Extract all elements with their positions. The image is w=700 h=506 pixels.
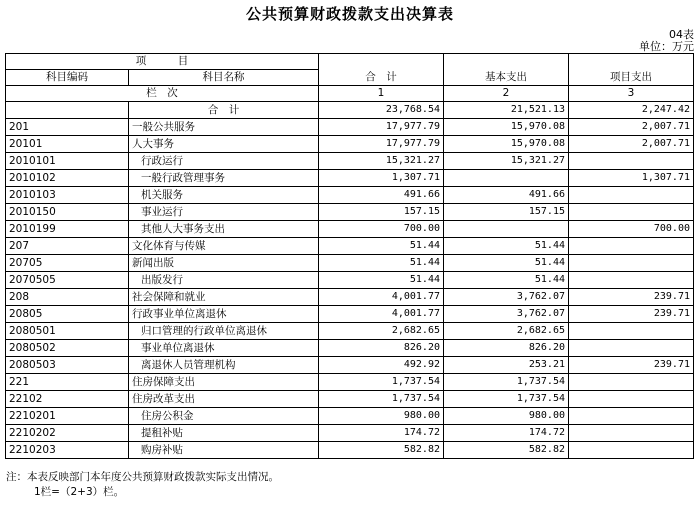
code-cell: 2210203 xyxy=(6,442,129,459)
total-cell: 826.20 xyxy=(319,340,444,357)
code-cell: 2210202 xyxy=(6,425,129,442)
project-cell xyxy=(569,255,694,272)
total-cell: 51.44 xyxy=(319,238,444,255)
code-cell: 2010199 xyxy=(6,221,129,238)
total-cell: 492.92 xyxy=(319,357,444,374)
total-cell: 4,001.77 xyxy=(319,289,444,306)
table-row xyxy=(6,425,694,442)
code-cell: 2080501 xyxy=(6,323,129,340)
name-cell: 住房改革支出 xyxy=(129,391,319,408)
code-cell: 2210201 xyxy=(6,408,129,425)
table-row xyxy=(6,272,694,289)
name-cell: 离退休人员管理机构 xyxy=(129,357,319,374)
total-cell: 15,321.27 xyxy=(319,153,444,170)
basic-cell: 491.66 xyxy=(444,187,569,204)
basic-cell xyxy=(444,221,569,238)
project-cell xyxy=(569,204,694,221)
code-cell: 208 xyxy=(6,289,129,306)
project-cell: 700.00 xyxy=(569,221,694,238)
name-cell: 出版发行 xyxy=(129,272,319,289)
name-cell: 合 计 xyxy=(129,102,319,119)
project-cell: 239.71 xyxy=(569,289,694,306)
project-cell xyxy=(569,442,694,459)
expenditure-table xyxy=(5,53,694,459)
project-cell xyxy=(569,408,694,425)
total-cell: 980.00 xyxy=(319,408,444,425)
project-cell: 1,307.71 xyxy=(569,170,694,187)
name-cell: 新闻出版 xyxy=(129,255,319,272)
note-2: 1栏=（2+3）栏。 xyxy=(34,486,125,498)
table-row xyxy=(6,170,694,187)
code-cell: 207 xyxy=(6,238,129,255)
code-cell xyxy=(6,102,129,119)
unit-label: 单位：万元 xyxy=(639,40,694,53)
code-cell: 2080503 xyxy=(6,357,129,374)
total-cell: 23,768.54 xyxy=(319,102,444,119)
basic-cell: 51.44 xyxy=(444,255,569,272)
table-row xyxy=(6,204,694,221)
basic-cell: 826.20 xyxy=(444,340,569,357)
table-row xyxy=(6,153,694,170)
code-cell: 20805 xyxy=(6,306,129,323)
basic-cell: 3,762.07 xyxy=(444,289,569,306)
header-basic: 基本支出 xyxy=(444,54,569,86)
table-row xyxy=(6,306,694,323)
project-cell: 239.71 xyxy=(569,357,694,374)
table-row xyxy=(6,102,694,119)
code-cell: 2010102 xyxy=(6,170,129,187)
name-cell: 一般行政管理事务 xyxy=(129,170,319,187)
table-row xyxy=(6,238,694,255)
table-row xyxy=(6,289,694,306)
total-cell: 17,977.79 xyxy=(319,136,444,153)
code-cell: 2010103 xyxy=(6,187,129,204)
basic-cell: 1,737.54 xyxy=(444,374,569,391)
col-index-1: 1 xyxy=(319,86,444,102)
basic-cell: 15,321.27 xyxy=(444,153,569,170)
name-cell: 一般公共服务 xyxy=(129,119,319,136)
basic-cell: 51.44 xyxy=(444,272,569,289)
row-index-label: 栏 次 xyxy=(6,86,319,102)
table-row xyxy=(6,357,694,374)
total-cell: 4,001.77 xyxy=(319,306,444,323)
code-cell: 221 xyxy=(6,374,129,391)
basic-cell: 582.82 xyxy=(444,442,569,459)
name-cell: 购房补贴 xyxy=(129,442,319,459)
project-cell xyxy=(569,238,694,255)
project-cell xyxy=(569,323,694,340)
project-cell xyxy=(569,272,694,289)
total-cell: 700.00 xyxy=(319,221,444,238)
total-cell: 2,682.65 xyxy=(319,323,444,340)
name-cell: 住房公积金 xyxy=(129,408,319,425)
total-cell: 51.44 xyxy=(319,255,444,272)
total-cell: 17,977.79 xyxy=(319,119,444,136)
code-cell: 20101 xyxy=(6,136,129,153)
project-cell xyxy=(569,425,694,442)
table-row xyxy=(6,340,694,357)
code-cell: 2010150 xyxy=(6,204,129,221)
table-row xyxy=(6,374,694,391)
total-cell: 1,737.54 xyxy=(319,374,444,391)
basic-cell: 253.21 xyxy=(444,357,569,374)
name-cell: 机关服务 xyxy=(129,187,319,204)
table-code: 04表 xyxy=(669,28,694,41)
code-cell: 2010101 xyxy=(6,153,129,170)
project-cell: 2,247.42 xyxy=(569,102,694,119)
table-row xyxy=(6,119,694,136)
total-cell: 51.44 xyxy=(319,272,444,289)
header-total: 合 计 xyxy=(319,54,444,86)
code-cell: 22102 xyxy=(6,391,129,408)
code-cell: 201 xyxy=(6,119,129,136)
project-cell: 2,007.71 xyxy=(569,136,694,153)
basic-cell: 1,737.54 xyxy=(444,391,569,408)
basic-cell: 21,521.13 xyxy=(444,102,569,119)
basic-cell: 2,682.65 xyxy=(444,323,569,340)
total-cell: 491.66 xyxy=(319,187,444,204)
total-cell: 157.15 xyxy=(319,204,444,221)
name-cell: 住房保障支出 xyxy=(129,374,319,391)
table-row xyxy=(6,187,694,204)
table-row xyxy=(6,255,694,272)
total-cell: 1,737.54 xyxy=(319,391,444,408)
code-cell: 20705 xyxy=(6,255,129,272)
footnotes xyxy=(6,470,279,500)
total-cell: 174.72 xyxy=(319,425,444,442)
basic-cell: 157.15 xyxy=(444,204,569,221)
project-cell xyxy=(569,374,694,391)
name-cell: 人大事务 xyxy=(129,136,319,153)
col-index-3: 3 xyxy=(569,86,694,102)
total-cell: 582.82 xyxy=(319,442,444,459)
col-index-2: 2 xyxy=(444,86,569,102)
name-cell: 事业单位离退休 xyxy=(129,340,319,357)
table-row xyxy=(6,442,694,459)
table-row xyxy=(6,221,694,238)
name-cell: 其他人大事务支出 xyxy=(129,221,319,238)
project-cell: 239.71 xyxy=(569,306,694,323)
code-cell: 2080502 xyxy=(6,340,129,357)
name-cell: 行政事业单位离退休 xyxy=(129,306,319,323)
code-cell: 2070505 xyxy=(6,272,129,289)
header-project: 项目支出 xyxy=(569,54,694,86)
basic-cell: 15,970.08 xyxy=(444,136,569,153)
table-row xyxy=(6,136,694,153)
table-row xyxy=(6,408,694,425)
basic-cell: 51.44 xyxy=(444,238,569,255)
report-title: 公共预算财政拨款支出决算表 xyxy=(245,5,454,23)
project-cell xyxy=(569,187,694,204)
header-name: 科目名称 xyxy=(129,70,319,86)
total-cell: 1,307.71 xyxy=(319,170,444,187)
name-cell: 事业运行 xyxy=(129,204,319,221)
name-cell: 提租补贴 xyxy=(129,425,319,442)
basic-cell: 3,762.07 xyxy=(444,306,569,323)
header-code: 科目编码 xyxy=(6,70,129,86)
basic-cell xyxy=(444,170,569,187)
project-cell xyxy=(569,153,694,170)
name-cell: 归口管理的行政单位离退休 xyxy=(129,323,319,340)
table-row xyxy=(6,323,694,340)
header-item: 项 目 xyxy=(6,54,319,70)
project-cell xyxy=(569,391,694,408)
name-cell: 社会保障和就业 xyxy=(129,289,319,306)
project-cell: 2,007.71 xyxy=(569,119,694,136)
note-1: 注：本表反映部门本年度公共预算财政拨款实际支出情况。 xyxy=(6,471,279,483)
name-cell: 文化体育与传媒 xyxy=(129,238,319,255)
basic-cell: 15,970.08 xyxy=(444,119,569,136)
name-cell: 行政运行 xyxy=(129,153,319,170)
basic-cell: 174.72 xyxy=(444,425,569,442)
table-row xyxy=(6,391,694,408)
project-cell xyxy=(569,340,694,357)
basic-cell: 980.00 xyxy=(444,408,569,425)
